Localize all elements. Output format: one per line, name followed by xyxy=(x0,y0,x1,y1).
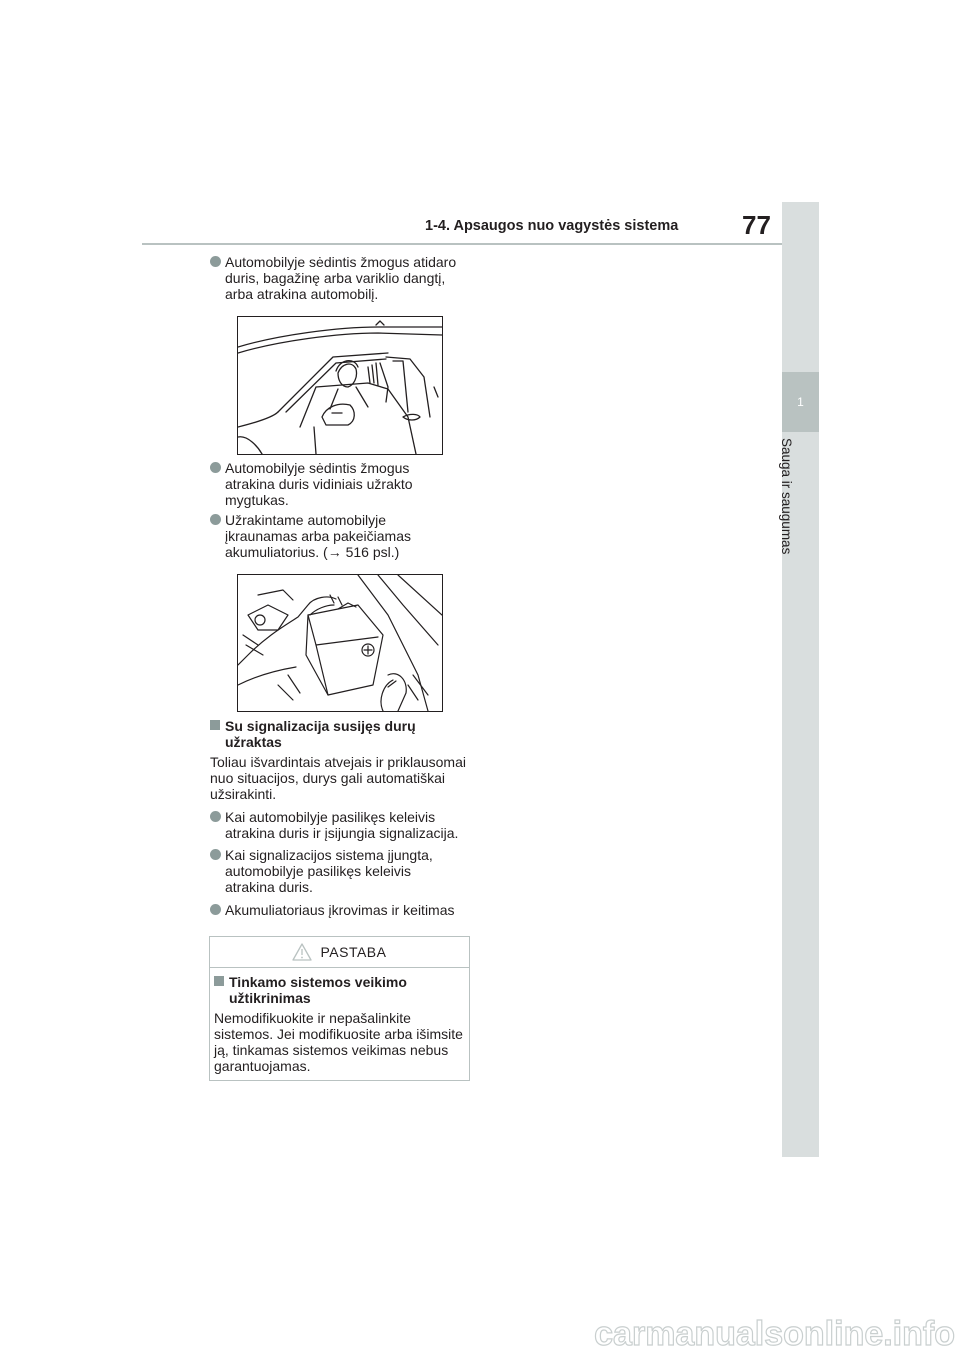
notice-body xyxy=(210,968,469,1074)
watermark-text: carmanualsonline.info xyxy=(594,1315,955,1353)
battery-illustration xyxy=(237,574,443,712)
intro-paragraph: Toliau išvardintais atvejais ir priklausomai nuo situacijos, durys gali automatiškai užsirakinti. xyxy=(210,754,466,802)
car-door-illustration xyxy=(237,316,443,455)
square-bullet-icon xyxy=(210,720,220,730)
header-rule xyxy=(142,243,782,245)
chapter-number: 1 xyxy=(797,395,804,409)
bullet-item xyxy=(210,809,472,841)
notice-box xyxy=(209,936,470,1081)
bullet-dot-icon xyxy=(210,811,221,822)
chapter-title: Sauga ir saugumas xyxy=(779,438,794,555)
page-number: 77 xyxy=(742,210,771,240)
page-reference: 516 psl.) xyxy=(341,544,400,560)
chapter-number-tab xyxy=(782,372,819,432)
bullet-text-wrap xyxy=(225,512,425,560)
bullet-item xyxy=(210,512,472,560)
battery-drawing xyxy=(238,575,442,711)
arrow-symbol: → xyxy=(327,544,342,560)
notice-title: PASTABA xyxy=(320,944,387,960)
notice-header xyxy=(210,937,469,968)
bullet-item xyxy=(210,254,472,302)
notice-subheading: Tinkamo sistemos veikimo užtikrinimas xyxy=(229,974,407,1006)
bullet-text: Užrakintame automobilyje įkraunamas arba pakeičiamas akumuliatorius. ( xyxy=(225,512,411,560)
chapter-side-tab xyxy=(782,202,819,1157)
bullet-text: Kai automobilyje pasilikęs keleivis atrakina duris ir įsijungia signalizacija. xyxy=(225,809,459,841)
bullet-dot-icon xyxy=(210,849,221,860)
bullet-dot-icon xyxy=(210,256,221,267)
subheading-block xyxy=(210,718,472,750)
intro-paragraph-block xyxy=(210,754,472,802)
notice-text: Nemodifikuokite ir nepašalinkite sistemos. Jei modifikuosite arba išimsite ją, tinkamas sistemos veikimas nebus garantuojamas. xyxy=(214,1010,463,1074)
bullet-text: Automobilyje sėdintis žmogus atidaro duris, bagažinę arba variklio dangtį, arba atrakina automobilį. xyxy=(225,254,457,302)
car-door-drawing xyxy=(238,317,442,454)
square-bullet-icon xyxy=(214,976,224,986)
warning-triangle-icon xyxy=(292,943,312,961)
bullet-text: Akumuliatoriaus įkrovimas ir keitimas xyxy=(225,902,455,918)
subheading: Su signalizacija susijęs durų užraktas xyxy=(225,718,416,750)
bullet-dot-icon xyxy=(210,462,221,473)
bullet-text: Automobilyje sėdintis žmogus atrakina duris vidiniais užrakto mygtukas. xyxy=(225,460,413,508)
bullet-dot-icon xyxy=(210,904,221,915)
bullet-item xyxy=(210,460,472,508)
bullet-item xyxy=(210,902,472,918)
bullet-text: Kai signalizacijos sistema įjungta, automobilyje pasilikęs keleivis atrakina duris. xyxy=(225,847,433,895)
section-title: 1-4. Apsaugos nuo vagystės sistema xyxy=(425,218,679,234)
bullet-item xyxy=(210,847,472,895)
bullet-dot-icon xyxy=(210,514,221,525)
